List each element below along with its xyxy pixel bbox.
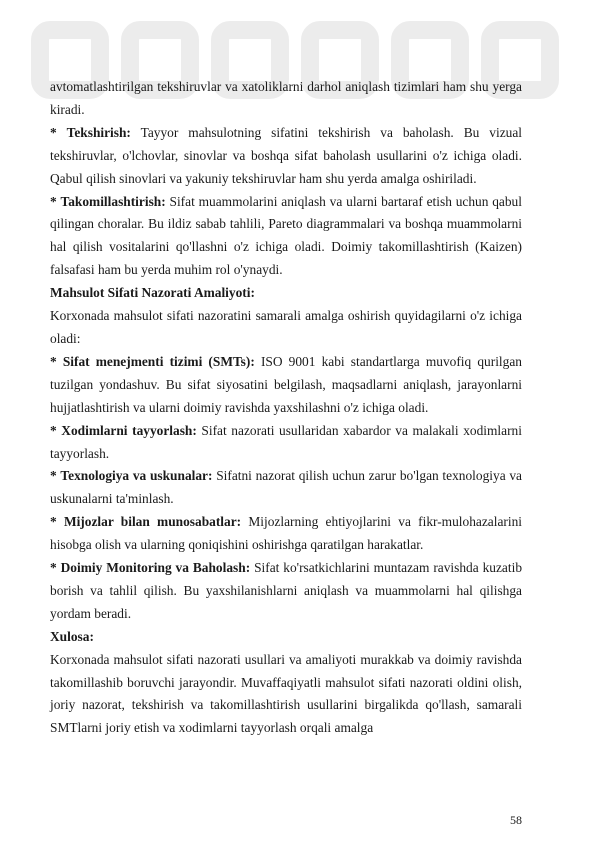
bullet-marker: * — [50, 560, 57, 576]
paragraph-conclusion: Korxonada mahsulot sifati nazorati usullari va amaliyoti murakkab va doimiy ravishda takomillashib boruvchi jarayondir. Muvaffaqiyatli mahsulot sifati nazorati oldini olish, joriy nazorat, tekshirish va takomillashtirish usullarini birgalikda qo'llash, samarali SMTlarni joriy etish va xodimlarni tayyorlash orqali amalga — [50, 651, 522, 736]
term-xodimlar: Xodimlarni tayyorlash: — [61, 422, 197, 438]
bullet-marker: * — [50, 468, 57, 484]
paragraph-mijozlar — [50, 511, 522, 557]
page-number: 58 — [510, 813, 522, 827]
text-xodimlar: Sifat nazorati usullaridan xabardor va malakali xodimlarni tayyorlash. — [50, 422, 522, 461]
term-mijozlar: Mijozlar bilan munosabatlar: — [63, 514, 242, 530]
paragraph-xodimlar — [50, 420, 522, 466]
text-texnologiya: Sifatni nazorat qilish uchun zarur bo'lgan texnologiya va uskunalarni ta'minlash. — [50, 468, 522, 507]
text-mijozlar: Mijozlarning ehtiyojlarini va fikr-mulohazalarini hisobga olish va ularning qoniqishini oshirishga qaratilgan harakatlar. — [50, 514, 522, 553]
document-body — [50, 76, 522, 740]
paragraph-intro: Korxonada mahsulot sifati nazoratini samarali amalga oshirish quyidagilarni o'z ichiga oladi: — [50, 308, 522, 346]
text-tekshirish: Tayyor mahsulotning sifatini tekshirish va baholash. Bu vizual tekshiruvlar, o'lchovlar, sinovlar va boshqa sifat baholash usullarini o'z ichiga oladi. Qabul qilish sinovlari va yakuniy tekshiruvlar ham shu yerda amalga oshiriladi. — [50, 124, 522, 186]
section-heading-xulosa: Xulosa: — [50, 628, 94, 644]
section-heading-amaliyot: Mahsulot Sifati Nazorati Amaliyoti: — [50, 285, 255, 301]
paragraph-tekshirish — [50, 122, 522, 191]
paragraph-smts — [50, 351, 522, 420]
paragraph-takomillashtirish — [50, 191, 522, 283]
term-tekshirish: Tekshirish: — [66, 124, 131, 140]
term-monitoring: Doimiy Monitoring va Baholash: — [60, 560, 251, 576]
paragraph-texnologiya — [50, 465, 522, 511]
text-takomillashtirish: Sifat muammolarini aniqlash va ularni bartaraf etish uchun qabul qilingan choralar. Bu ildiz sabab tahlili, Pareto diagrammalari va boshqa muammolarni hal qilish vositalarini qo'llashni o'z ichiga oladi. Doimiy takomillashtirish (Kaizen) falsafasi ham bu yerda muhim rol o'ynaydi. — [50, 193, 522, 278]
bullet-marker: * — [50, 193, 57, 209]
bullet-marker: * — [50, 422, 57, 438]
bullet-marker: * — [50, 124, 57, 140]
paragraph-monitoring — [50, 557, 522, 626]
text-smts: ISO 9001 kabi standartlarga muvofiq qurilgan tuzilgan yondashuv. Bu sifat siyosatini belgilash, maqsadlarni aniqlash, jarayonlarni hujjatlashtirish va ularni doimiy ravishda yaxshilashni o'z ichiga oladi. — [50, 353, 522, 415]
term-smts: Sifat menejmenti tizimi (SMTs): — [62, 353, 255, 369]
term-texnologiya: Texnologiya va uskunalar: — [60, 468, 213, 484]
paragraph-continuation: avtomatlashtirilgan tekshiruvlar va xatoliklarni darhol aniqlash tizimlari ham shu yerga kiradi. — [50, 79, 522, 117]
bullet-marker: * — [50, 353, 57, 369]
bullet-marker: * — [50, 514, 57, 530]
term-takomillashtirish: Takomillashtirish: — [60, 193, 166, 209]
text-monitoring: Sifat ko'rsatkichlarini muntazam ravishda kuzatib borish va tahlil qilish. Bu yaxshilanishlarni aniqlash va muammolarni hal qilishga yordam beradi. — [50, 560, 523, 621]
